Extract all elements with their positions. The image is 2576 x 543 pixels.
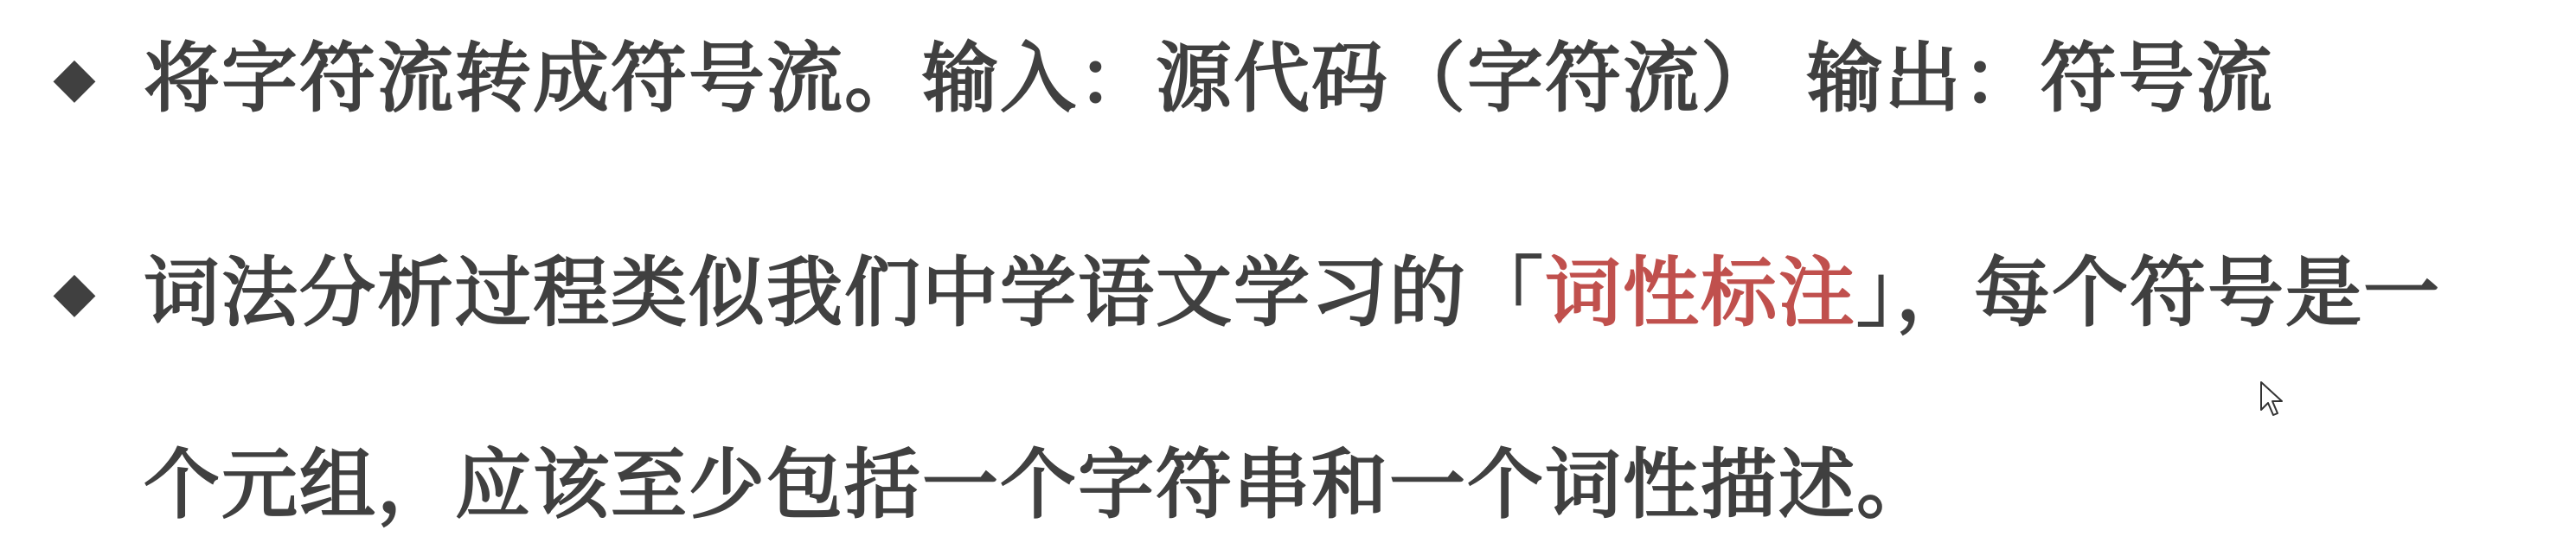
diamond-bullet-icon: ◆: [53, 260, 96, 324]
mouse-pointer-icon: [2259, 380, 2285, 418]
diamond-bullet-icon: ◆: [53, 46, 96, 110]
bullet-2-line-1: [144, 246, 2441, 341]
bullet-2-text-start: 词法分析过程类似我们中学语文学习的「: [144, 248, 1546, 337]
highlight-term: 词性标注: [1545, 248, 1857, 337]
bullet-2-text-end: 」，每个符号是一: [1856, 248, 2442, 337]
bullet-1-text: 将字符流转成符号流。输入：源代码（字符流） 输出：符号流: [144, 34, 2274, 123]
bullet-2-line-2: 个元组，应该至少包括一个字符串和一个词性描述。: [144, 440, 1935, 529]
